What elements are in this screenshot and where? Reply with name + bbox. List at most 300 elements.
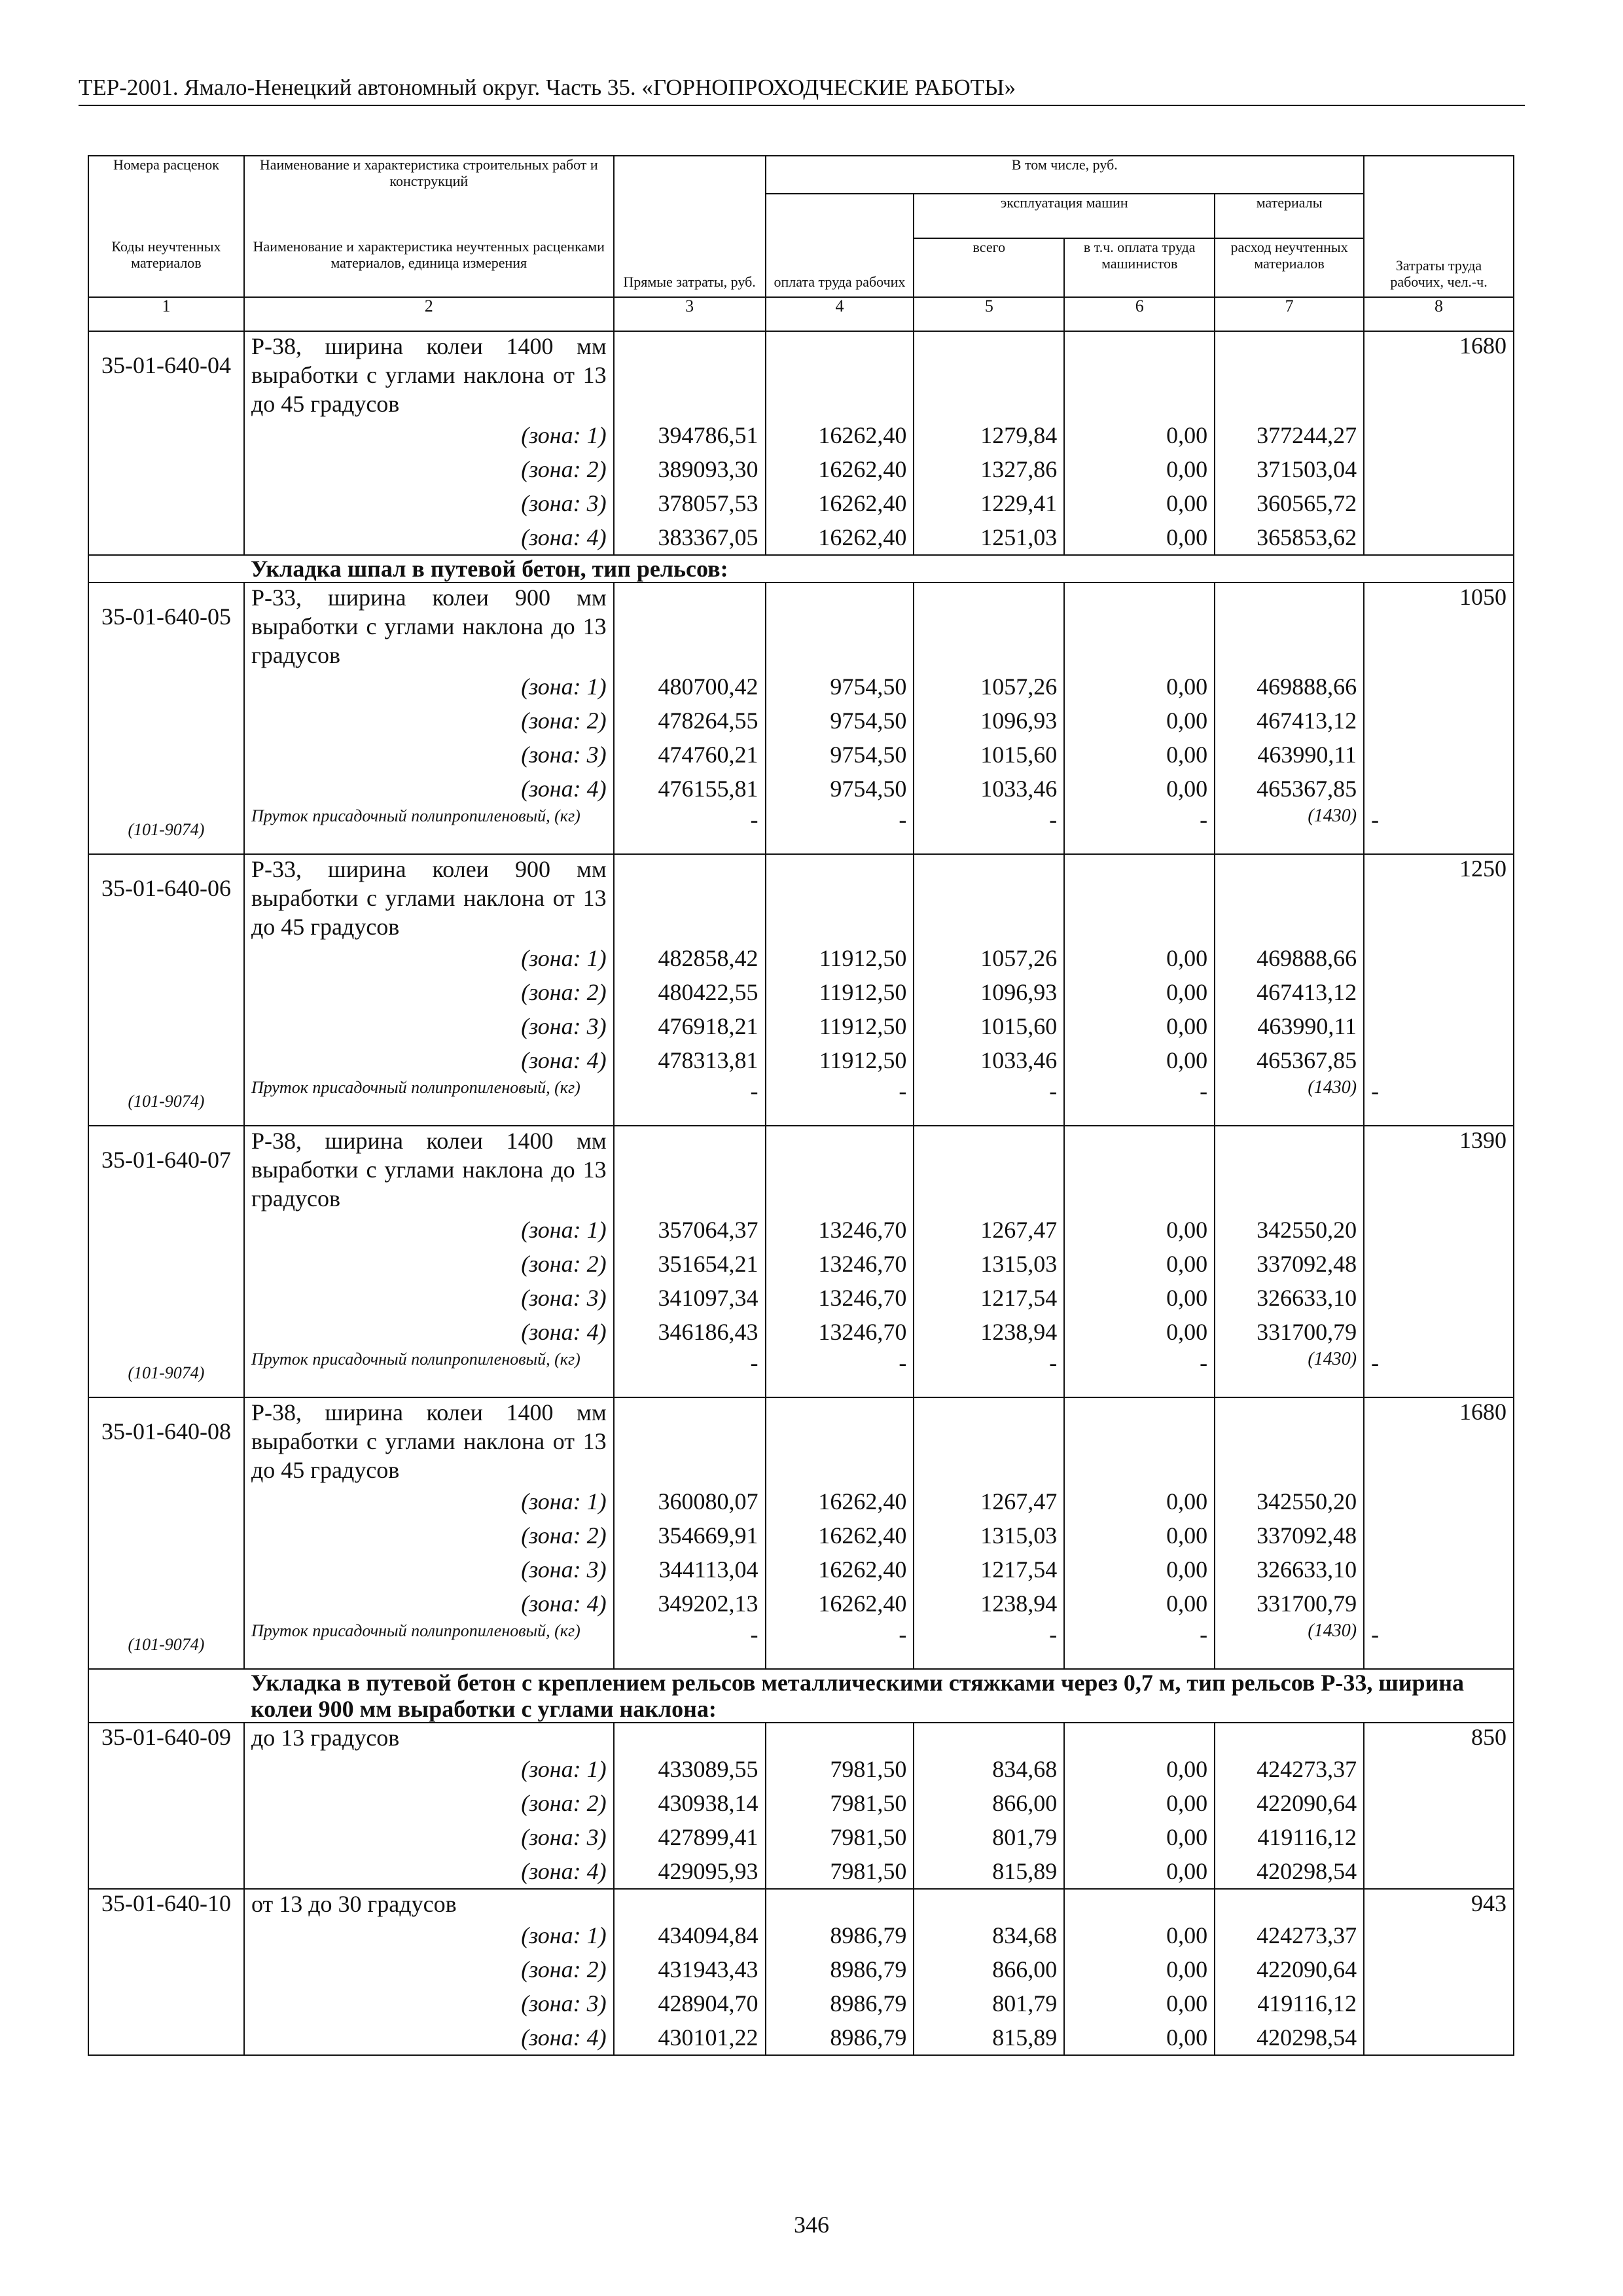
zone-label: (зона: 3)	[244, 1281, 614, 1315]
material-labor: -	[1364, 1621, 1514, 1669]
zone-value: 419116,12	[1215, 1986, 1364, 2020]
zone-value: 0,00	[1064, 1752, 1215, 1786]
empty-cell	[766, 331, 914, 418]
zone-value: 419116,12	[1215, 1820, 1364, 1854]
zone-value: 360080,07	[614, 1484, 766, 1518]
zone-value: 351654,21	[614, 1247, 766, 1281]
zone-value: 476155,81	[614, 772, 766, 806]
zone-row	[88, 1986, 1514, 2020]
zone-label: (зона: 4)	[244, 520, 614, 555]
zone-value: 331700,79	[1215, 1315, 1364, 1349]
empty-cell	[1364, 772, 1514, 806]
zone-value: 467413,12	[1215, 704, 1364, 738]
column-number: 6	[1064, 297, 1215, 331]
materials-label: материалы	[1215, 194, 1364, 238]
zone-value: 0,00	[1064, 1587, 1215, 1621]
zone-value: 331700,79	[1215, 1587, 1364, 1621]
empty-cell	[88, 1281, 244, 1315]
column-number: 2	[244, 297, 614, 331]
empty-cell	[614, 1126, 766, 1213]
zone-value: 834,68	[914, 1918, 1064, 1952]
empty-cell	[88, 1552, 244, 1587]
rate-code: 35-01-640-09	[88, 1723, 244, 1752]
empty-cell	[88, 1986, 244, 2020]
zone-value: 0,00	[1064, 1952, 1215, 1986]
empty-cell	[614, 1397, 766, 1484]
material-labor: -	[1364, 806, 1514, 854]
column-number: 8	[1364, 297, 1514, 331]
zone-value: 8986,79	[766, 1918, 914, 1952]
labor-cost: 1390	[1364, 1126, 1514, 1213]
empty-cell	[88, 1786, 244, 1820]
zone-label: (зона: 1)	[244, 941, 614, 975]
zone-value: 344113,04	[614, 1552, 766, 1587]
zone-value: 0,00	[1064, 1820, 1215, 1854]
material-value: -	[914, 1621, 1064, 1669]
zone-value: 0,00	[1064, 1552, 1215, 1587]
section-spacer	[88, 555, 244, 583]
zone-value: 7981,50	[766, 1854, 914, 1889]
material-value: -	[614, 1077, 766, 1126]
zone-value: 383367,05	[614, 520, 766, 555]
zone-value: 346186,43	[614, 1315, 766, 1349]
rate-code: 35-01-640-04	[88, 331, 244, 418]
column-number: 3	[614, 297, 766, 331]
material-value: -	[1064, 1621, 1215, 1669]
zone-label: (зона: 3)	[244, 1986, 614, 2020]
zone-value: 474760,21	[614, 738, 766, 772]
rate-title-row	[88, 854, 1514, 941]
rate-title-row	[88, 1889, 1514, 1918]
zone-label: (зона: 1)	[244, 1918, 614, 1952]
section-spacer	[88, 1669, 244, 1723]
rate-title-row	[88, 331, 1514, 418]
zone-value: 0,00	[1064, 1213, 1215, 1247]
zone-value: 427899,41	[614, 1820, 766, 1854]
zone-value: 1267,47	[914, 1484, 1064, 1518]
zone-value: 465367,85	[1215, 772, 1364, 806]
zone-value: 365853,62	[1215, 520, 1364, 555]
material-name: Пруток присадочный полипропиленовый, (кг)	[244, 1349, 614, 1397]
zone-label: (зона: 2)	[244, 704, 614, 738]
rate-name: Р-38, ширина колеи 1400 мм выработки с углами наклона от 13 до 45 градусов	[244, 1397, 614, 1484]
empty-cell	[88, 738, 244, 772]
zone-value: 394786,51	[614, 418, 766, 452]
empty-cell	[88, 486, 244, 520]
zone-value: 834,68	[914, 1752, 1064, 1786]
material-value: -	[914, 1077, 1064, 1126]
zone-value: 357064,37	[614, 1213, 766, 1247]
material-value: -	[766, 1077, 914, 1126]
col1-bottom-label: Коды неучтенных материалов	[88, 238, 244, 297]
zone-value: 342550,20	[1215, 1484, 1364, 1518]
empty-cell	[88, 1484, 244, 1518]
empty-cell	[1364, 1247, 1514, 1281]
zone-value: 424273,37	[1215, 1918, 1364, 1952]
zone-row	[88, 1518, 1514, 1552]
zone-value: 13246,70	[766, 1213, 914, 1247]
rate-code: 35-01-640-06	[88, 854, 244, 941]
column-number: 1	[88, 297, 244, 331]
zone-value: 866,00	[914, 1952, 1064, 1986]
empty-cell	[1064, 331, 1215, 418]
material-labor: -	[1364, 1349, 1514, 1397]
zone-row	[88, 1786, 1514, 1820]
zone-value: 8986,79	[766, 2020, 914, 2055]
empty-cell	[1364, 418, 1514, 452]
table-body	[88, 331, 1514, 2055]
zone-value: 342550,20	[1215, 1213, 1364, 1247]
zone-value: 434094,84	[614, 1918, 766, 1952]
empty-cell	[1215, 1397, 1364, 1484]
column-number: 7	[1215, 297, 1364, 331]
empty-cell	[88, 1854, 244, 1889]
col7-label: расход неучтенных материалов	[1215, 238, 1364, 297]
zone-value: 1057,26	[914, 941, 1064, 975]
zone-value: 815,89	[914, 1854, 1064, 1889]
empty-cell	[1364, 1918, 1514, 1952]
zone-row	[88, 1918, 1514, 1952]
zone-label: (зона: 3)	[244, 1009, 614, 1043]
zone-value: 422090,64	[1215, 1952, 1364, 1986]
zone-value: 377244,27	[1215, 418, 1364, 452]
zone-value: 0,00	[1064, 520, 1215, 555]
empty-cell	[614, 331, 766, 418]
empty-cell	[1364, 1009, 1514, 1043]
col6-label: в т.ч. оплата труда машинистов	[1064, 238, 1215, 297]
zone-row	[88, 738, 1514, 772]
zone-value: 349202,13	[614, 1587, 766, 1621]
material-name: Пруток присадочный полипропиленовый, (кг)	[244, 806, 614, 854]
zone-value: 1315,03	[914, 1518, 1064, 1552]
zone-row	[88, 1315, 1514, 1349]
empty-cell	[1364, 1986, 1514, 2020]
zone-value: 801,79	[914, 1820, 1064, 1854]
zone-value: 11912,50	[766, 941, 914, 975]
material-row	[88, 1621, 1514, 1669]
empty-cell	[914, 1723, 1064, 1752]
zone-value: 482858,42	[614, 941, 766, 975]
empty-cell	[88, 1952, 244, 1986]
zone-value: 0,00	[1064, 418, 1215, 452]
zone-value: 389093,30	[614, 452, 766, 486]
zone-label: (зона: 3)	[244, 738, 614, 772]
zone-label: (зона: 2)	[244, 1786, 614, 1820]
empty-cell	[1364, 1315, 1514, 1349]
zone-value: 16262,40	[766, 486, 914, 520]
rate-title-row	[88, 1723, 1514, 1752]
empty-cell	[1364, 941, 1514, 975]
zone-value: 0,00	[1064, 738, 1215, 772]
empty-cell	[914, 331, 1064, 418]
zone-value: 1238,94	[914, 1315, 1064, 1349]
section-title: Укладка в путевой бетон с креплением рельсов металлическими стяжками через 0,7 м, тип рельсов Р-33, ширина колеи 900 мм выработки с углами наклона:	[244, 1669, 1514, 1723]
zone-row	[88, 1952, 1514, 1986]
zone-row	[88, 486, 1514, 520]
rate-name: от 13 до 30 градусов	[244, 1889, 614, 1918]
zone-value: 13246,70	[766, 1281, 914, 1315]
col3-label: Прямые затраты, руб.	[614, 156, 766, 297]
zone-value: 0,00	[1064, 1986, 1215, 2020]
zone-value: 360565,72	[1215, 486, 1364, 520]
zone-value: 1015,60	[914, 738, 1064, 772]
zone-label: (зона: 4)	[244, 1854, 614, 1889]
zone-row	[88, 1281, 1514, 1315]
zone-label: (зона: 2)	[244, 1518, 614, 1552]
zone-value: 16262,40	[766, 1518, 914, 1552]
empty-cell	[88, 1009, 244, 1043]
empty-cell	[88, 670, 244, 704]
material-labor: -	[1364, 1077, 1514, 1126]
zone-label: (зона: 1)	[244, 1752, 614, 1786]
zone-value: 430101,22	[614, 2020, 766, 2055]
material-code: (101-9074)	[88, 1077, 244, 1126]
zone-value: 378057,53	[614, 486, 766, 520]
rate-name: Р-38, ширина колеи 1400 мм выработки с углами наклона от 13 до 45 градусов	[244, 331, 614, 418]
zone-value: 11912,50	[766, 1009, 914, 1043]
zone-value: 326633,10	[1215, 1281, 1364, 1315]
material-consumption: (1430)	[1215, 1077, 1364, 1126]
rate-title-row	[88, 1397, 1514, 1484]
zone-value: 7981,50	[766, 1820, 914, 1854]
empty-cell	[1364, 738, 1514, 772]
material-code: (101-9074)	[88, 1349, 244, 1397]
zone-value: 424273,37	[1215, 1752, 1364, 1786]
material-row	[88, 1077, 1514, 1126]
zone-value: 465367,85	[1215, 1043, 1364, 1077]
zone-value: 16262,40	[766, 452, 914, 486]
zone-value: 480422,55	[614, 975, 766, 1009]
zone-value: 8986,79	[766, 1952, 914, 1986]
empty-cell	[1364, 452, 1514, 486]
empty-cell	[88, 1315, 244, 1349]
zone-value: 0,00	[1064, 1518, 1215, 1552]
zone-value: 0,00	[1064, 704, 1215, 738]
zone-row	[88, 520, 1514, 555]
zone-row	[88, 975, 1514, 1009]
zone-value: 433089,55	[614, 1752, 766, 1786]
labor-cost: 1050	[1364, 583, 1514, 670]
empty-cell	[914, 583, 1064, 670]
zone-value: 428904,70	[614, 1986, 766, 2020]
rate-name: до 13 градусов	[244, 1723, 614, 1752]
empty-cell	[766, 1889, 914, 1918]
material-value: -	[766, 806, 914, 854]
rate-name: Р-38, ширина колеи 1400 мм выработки с углами наклона до 13 градусов	[244, 1126, 614, 1213]
zone-value: 0,00	[1064, 1043, 1215, 1077]
zone-value: 1238,94	[914, 1587, 1064, 1621]
zone-row	[88, 1752, 1514, 1786]
empty-cell	[1215, 331, 1364, 418]
zone-value: 463990,11	[1215, 1009, 1364, 1043]
zone-row	[88, 1820, 1514, 1854]
empty-cell	[614, 1723, 766, 1752]
zone-value: 467413,12	[1215, 975, 1364, 1009]
zone-value: 7981,50	[766, 1786, 914, 1820]
empty-cell	[88, 2020, 244, 2055]
zone-value: 16262,40	[766, 1552, 914, 1587]
column-number: 4	[766, 297, 914, 331]
zone-value: 9754,50	[766, 704, 914, 738]
zone-row	[88, 670, 1514, 704]
zone-row	[88, 1484, 1514, 1518]
zone-value: 8986,79	[766, 1986, 914, 2020]
empty-cell	[1064, 583, 1215, 670]
table-header	[88, 156, 1514, 331]
material-value: -	[1064, 806, 1215, 854]
rate-code: 35-01-640-05	[88, 583, 244, 670]
zone-value: 13246,70	[766, 1315, 914, 1349]
zone-value: 341097,34	[614, 1281, 766, 1315]
empty-cell	[1064, 1723, 1215, 1752]
empty-cell	[88, 1043, 244, 1077]
material-row	[88, 1349, 1514, 1397]
col4-label: оплата труда рабочих	[766, 194, 914, 297]
page-header: ТЕР-2001. Ямало-Ненецкий автономный округ. Часть 35. «ГОРНОПРОХОДЧЕСКИЕ РАБОТЫ»	[79, 73, 1525, 106]
empty-cell	[1364, 1043, 1514, 1077]
zone-value: 16262,40	[766, 1484, 914, 1518]
material-value: -	[914, 1349, 1064, 1397]
empty-cell	[88, 1213, 244, 1247]
zone-value: 337092,48	[1215, 1247, 1364, 1281]
zone-value: 1033,46	[914, 1043, 1064, 1077]
rate-name: Р-33, ширина колеи 900 мм выработки с углами наклона до 13 градусов	[244, 583, 614, 670]
empty-cell	[88, 520, 244, 555]
zone-value: 11912,50	[766, 975, 914, 1009]
zone-value: 0,00	[1064, 1247, 1215, 1281]
empty-cell	[766, 854, 914, 941]
material-value: -	[766, 1621, 914, 1669]
zone-value: 1315,03	[914, 1247, 1064, 1281]
empty-cell	[1215, 583, 1364, 670]
zone-value: 463990,11	[1215, 738, 1364, 772]
zone-row	[88, 1854, 1514, 1889]
zone-value: 420298,54	[1215, 1854, 1364, 1889]
zone-row	[88, 1009, 1514, 1043]
empty-cell	[1064, 1397, 1215, 1484]
zone-label: (зона: 4)	[244, 1587, 614, 1621]
zone-value: 0,00	[1064, 670, 1215, 704]
rate-name: Р-33, ширина колеи 900 мм выработки с углами наклона от 13 до 45 градусов	[244, 854, 614, 941]
col2-bottom-label: Наименование и характеристика неучтенных расценками материалов, единица измерения	[244, 238, 614, 297]
empty-cell	[1364, 1752, 1514, 1786]
empty-cell	[88, 772, 244, 806]
material-name: Пруток присадочный полипропиленовый, (кг)	[244, 1621, 614, 1669]
section-header-row	[88, 555, 1514, 583]
zone-value: 430938,14	[614, 1786, 766, 1820]
empty-cell	[1215, 1126, 1364, 1213]
empty-cell	[88, 941, 244, 975]
zone-value: 0,00	[1064, 2020, 1215, 2055]
empty-cell	[614, 583, 766, 670]
empty-cell	[1364, 486, 1514, 520]
zone-row	[88, 452, 1514, 486]
zone-row	[88, 1552, 1514, 1587]
zone-value: 1096,93	[914, 704, 1064, 738]
zone-row	[88, 1213, 1514, 1247]
empty-cell	[1364, 670, 1514, 704]
rate-code: 35-01-640-10	[88, 1889, 244, 1918]
column-number: 5	[914, 297, 1064, 331]
zone-value: 16262,40	[766, 418, 914, 452]
empty-cell	[1364, 1518, 1514, 1552]
zone-row	[88, 1587, 1514, 1621]
zone-value: 0,00	[1064, 1315, 1215, 1349]
empty-cell	[1364, 2020, 1514, 2055]
zone-label: (зона: 3)	[244, 1552, 614, 1587]
empty-cell	[1064, 1126, 1215, 1213]
empty-cell	[88, 1518, 244, 1552]
empty-cell	[1364, 1281, 1514, 1315]
zone-value: 16262,40	[766, 1587, 914, 1621]
empty-cell	[914, 1126, 1064, 1213]
empty-cell	[614, 1889, 766, 1918]
empty-cell	[88, 1752, 244, 1786]
zone-value: 9754,50	[766, 738, 914, 772]
empty-cell	[914, 1397, 1064, 1484]
material-consumption: (1430)	[1215, 806, 1364, 854]
zone-value: 9754,50	[766, 670, 914, 704]
material-code: (101-9074)	[88, 1621, 244, 1669]
empty-cell	[88, 1918, 244, 1952]
zone-label: (зона: 4)	[244, 1315, 614, 1349]
empty-cell	[1064, 1889, 1215, 1918]
empty-cell	[88, 452, 244, 486]
material-value: -	[1064, 1349, 1215, 1397]
zone-value: 0,00	[1064, 1281, 1215, 1315]
zone-value: 16262,40	[766, 520, 914, 555]
empty-cell	[766, 583, 914, 670]
rate-code: 35-01-640-08	[88, 1397, 244, 1484]
zone-value: 0,00	[1064, 1786, 1215, 1820]
section-header-row	[88, 1669, 1514, 1723]
zone-value: 0,00	[1064, 1918, 1215, 1952]
zone-value: 1015,60	[914, 1009, 1064, 1043]
empty-cell	[88, 704, 244, 738]
zone-label: (зона: 3)	[244, 486, 614, 520]
material-value: -	[766, 1349, 914, 1397]
zone-label: (зона: 1)	[244, 418, 614, 452]
empty-cell	[766, 1126, 914, 1213]
material-value: -	[1064, 1077, 1215, 1126]
empty-cell	[1364, 975, 1514, 1009]
zone-row	[88, 2020, 1514, 2055]
zone-label: (зона: 2)	[244, 1247, 614, 1281]
zone-value: 1279,84	[914, 418, 1064, 452]
empty-cell	[88, 1587, 244, 1621]
zone-label: (зона: 4)	[244, 772, 614, 806]
zone-value: 13246,70	[766, 1247, 914, 1281]
empty-cell	[1364, 1552, 1514, 1587]
rates-table	[88, 155, 1514, 2056]
zone-value: 0,00	[1064, 1009, 1215, 1043]
zone-label: (зона: 2)	[244, 975, 614, 1009]
zone-label: (зона: 1)	[244, 1213, 614, 1247]
section-title: Укладка шпал в путевой бетон, тип рельсов:	[244, 555, 1514, 583]
zone-value: 0,00	[1064, 772, 1215, 806]
group-label: В том числе, руб.	[766, 156, 1364, 194]
empty-cell	[88, 418, 244, 452]
material-consumption: (1430)	[1215, 1349, 1364, 1397]
zone-row	[88, 418, 1514, 452]
empty-cell	[1215, 1723, 1364, 1752]
empty-cell	[914, 1889, 1064, 1918]
empty-cell	[1215, 1889, 1364, 1918]
empty-cell	[1364, 1213, 1514, 1247]
zone-value: 431943,43	[614, 1952, 766, 1986]
zone-value: 0,00	[1064, 941, 1215, 975]
zone-value: 371503,04	[1215, 452, 1364, 486]
